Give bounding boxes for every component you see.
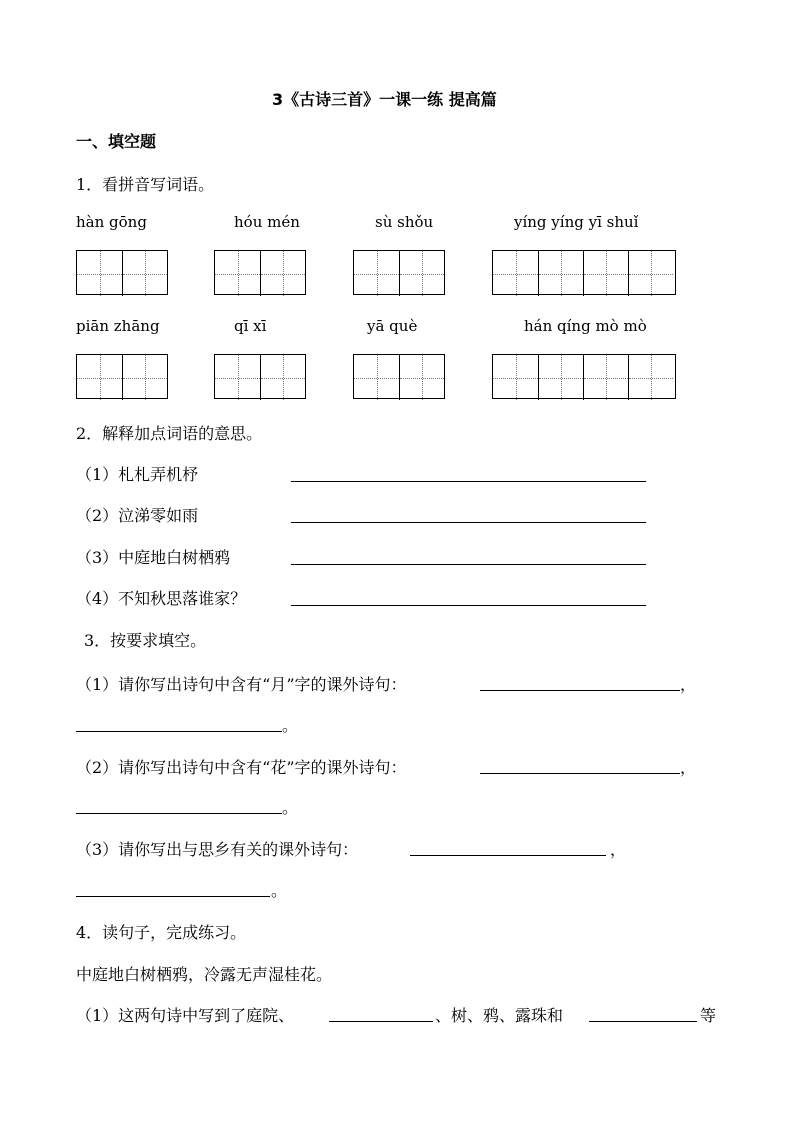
grid-cell[interactable] <box>399 251 444 296</box>
grid-cell[interactable] <box>260 355 305 400</box>
question-3-item: （2）请你写出诗句中含有“花”字的课外诗句： <box>76 758 407 777</box>
period: 。 <box>271 881 288 900</box>
question-4-item-part: （1）这两句诗中写到了庭院、 <box>76 1006 295 1025</box>
comma: ， <box>610 840 627 859</box>
question-2-item: （2）泣涕零如雨 <box>76 506 199 525</box>
grid-cell[interactable] <box>583 251 628 296</box>
writing-grid[interactable] <box>492 354 676 399</box>
answer-line[interactable] <box>589 1021 697 1022</box>
answer-line[interactable] <box>76 813 282 814</box>
question-4-item-part: 、树、鸦、露珠和 <box>435 1006 564 1025</box>
writing-grid[interactable] <box>214 354 306 399</box>
writing-grid[interactable] <box>214 250 306 295</box>
grid-cell[interactable] <box>77 251 122 296</box>
grid-cell[interactable] <box>399 355 444 400</box>
writing-grid[interactable] <box>76 250 168 295</box>
grid-cell[interactable] <box>493 251 538 296</box>
grid-cell[interactable] <box>215 355 260 400</box>
grid-cell[interactable] <box>628 355 673 400</box>
question-2-item: （4）不知秋思落谁家？ <box>76 589 247 608</box>
writing-grid[interactable] <box>353 250 445 295</box>
answer-line[interactable] <box>480 773 680 774</box>
comma: ， <box>680 758 697 777</box>
grid-cell[interactable] <box>538 251 583 296</box>
answer-line[interactable] <box>291 481 646 482</box>
pinyin-label: hàn gōng <box>76 213 147 231</box>
answer-line[interactable] <box>76 731 282 732</box>
writing-grid[interactable] <box>492 250 676 295</box>
section-heading: 一、填空题 <box>76 132 157 151</box>
grid-cell[interactable] <box>583 355 628 400</box>
writing-grid[interactable] <box>353 354 445 399</box>
question-3-item: （1）请你写出诗句中含有“月”字的课外诗句： <box>76 675 407 694</box>
grid-cell[interactable] <box>122 251 167 296</box>
pinyin-label: yā què <box>367 317 418 335</box>
grid-cell[interactable] <box>354 355 399 400</box>
writing-grid[interactable] <box>76 354 168 399</box>
grid-cell[interactable] <box>628 251 673 296</box>
page-title: 3《古诗三首》一课一练 提高篇 <box>272 90 497 109</box>
question-3-prompt: 3．按要求填空。 <box>84 631 207 650</box>
pinyin-label: qī xī <box>234 317 267 335</box>
question-2-prompt: 2．解释加点词语的意思。 <box>76 424 263 443</box>
grid-cell[interactable] <box>354 251 399 296</box>
grid-cell[interactable] <box>122 355 167 400</box>
period: 。 <box>282 798 299 817</box>
answer-line[interactable] <box>76 896 270 897</box>
pinyin-label: piān zhāng <box>76 317 160 335</box>
grid-cell[interactable] <box>260 251 305 296</box>
grid-cell[interactable] <box>215 251 260 296</box>
answer-line[interactable] <box>480 690 680 691</box>
pinyin-label: yíng yíng yī shuǐ <box>514 213 639 231</box>
question-4-item-part: 等 <box>700 1006 717 1025</box>
grid-cell[interactable] <box>77 355 122 400</box>
pinyin-label: hán qíng mò mò <box>524 317 647 335</box>
answer-line[interactable] <box>291 522 646 523</box>
answer-line[interactable] <box>329 1021 433 1022</box>
pinyin-label: sù shǒu <box>375 213 434 231</box>
question-3-item: （3）请你写出与思乡有关的课外诗句： <box>76 840 359 859</box>
answer-line[interactable] <box>291 605 646 606</box>
answer-line[interactable] <box>291 564 646 565</box>
grid-cell[interactable] <box>538 355 583 400</box>
question-2-item: （3）中庭地白树栖鸦 <box>76 548 231 567</box>
pinyin-label: hóu mén <box>234 213 300 231</box>
comma: ， <box>680 675 697 694</box>
grid-cell[interactable] <box>493 355 538 400</box>
answer-line[interactable] <box>410 855 606 856</box>
question-1-prompt: 1．看拼音写词语。 <box>76 175 215 194</box>
question-2-item: （1）札札弄机杼 <box>76 465 199 484</box>
poem-sentence: 中庭地白树栖鸦，冷露无声湿桂花。 <box>76 965 333 984</box>
question-4-prompt: 4．读句子，完成练习。 <box>76 923 247 942</box>
period: 。 <box>282 716 299 735</box>
